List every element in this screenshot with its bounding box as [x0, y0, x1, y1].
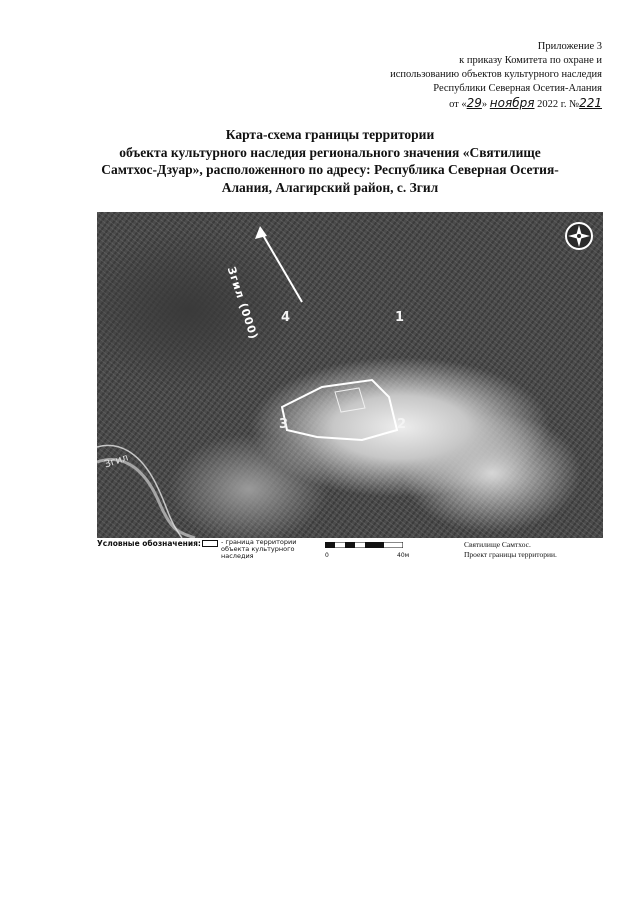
- document-title: [60, 126, 600, 196]
- date-month: ноября: [489, 96, 535, 110]
- date-year: 2022 г. №: [537, 99, 580, 110]
- appendix-line-2: к приказу Комитета по охране и: [459, 55, 602, 66]
- satellite-map: [97, 212, 603, 538]
- compass-rose-icon: [566, 223, 592, 249]
- map-overlay: [97, 212, 603, 538]
- structure-outline: [335, 388, 365, 412]
- point-label-1: 1: [395, 310, 405, 325]
- date-prefix: от «: [449, 99, 467, 110]
- scale-zero-label: 0: [325, 552, 329, 559]
- point-label-3: 3: [279, 417, 289, 432]
- road-label: Згил (000): [224, 265, 261, 342]
- boundary-polygon: [282, 380, 397, 440]
- legend-note-line-1: Святилище Самтхос.: [464, 540, 531, 549]
- scale-max-label: 40м: [397, 552, 410, 559]
- date-mid: »: [481, 99, 488, 110]
- appendix-date-line: [302, 96, 602, 112]
- appendix-line-3: использованию объектов культурного наследия: [390, 69, 602, 80]
- road-label-lower: Згил: [103, 452, 130, 471]
- title-line-3: Самтхос-Дзуар», расположенного по адресу: Республика Северная Осетия-: [101, 162, 559, 177]
- appendix-line-1: Приложение 3: [537, 41, 602, 52]
- point-label-2: 2: [397, 417, 407, 432]
- boundary-swatch-label: - граница территории объекта культурного наследия: [221, 538, 297, 560]
- boundary-swatch: [202, 540, 218, 547]
- title-line-1: Карта-схема границы территории: [225, 127, 435, 142]
- title-line-4: Алания, Алагирский район, с. Згил: [221, 179, 439, 195]
- appendix-header: [302, 40, 602, 112]
- point-label-4: 4: [281, 310, 291, 325]
- date-day: 29: [466, 96, 482, 110]
- map-legend: [97, 538, 603, 578]
- scale-bar: [325, 542, 403, 548]
- legend-note: [464, 540, 557, 560]
- river-line: [97, 460, 195, 538]
- date-number: 221: [579, 96, 602, 110]
- direction-arrow-shaft: [260, 230, 302, 302]
- appendix-line-4: Республики Северная Осетия-Алания: [433, 83, 602, 94]
- title-line-2: объекта культурного наследия регионального значения «Святилище: [119, 144, 541, 160]
- legend-caption: Условные обозначения:: [97, 539, 201, 548]
- legend-note-line-2: Проект границы территории.: [464, 550, 557, 559]
